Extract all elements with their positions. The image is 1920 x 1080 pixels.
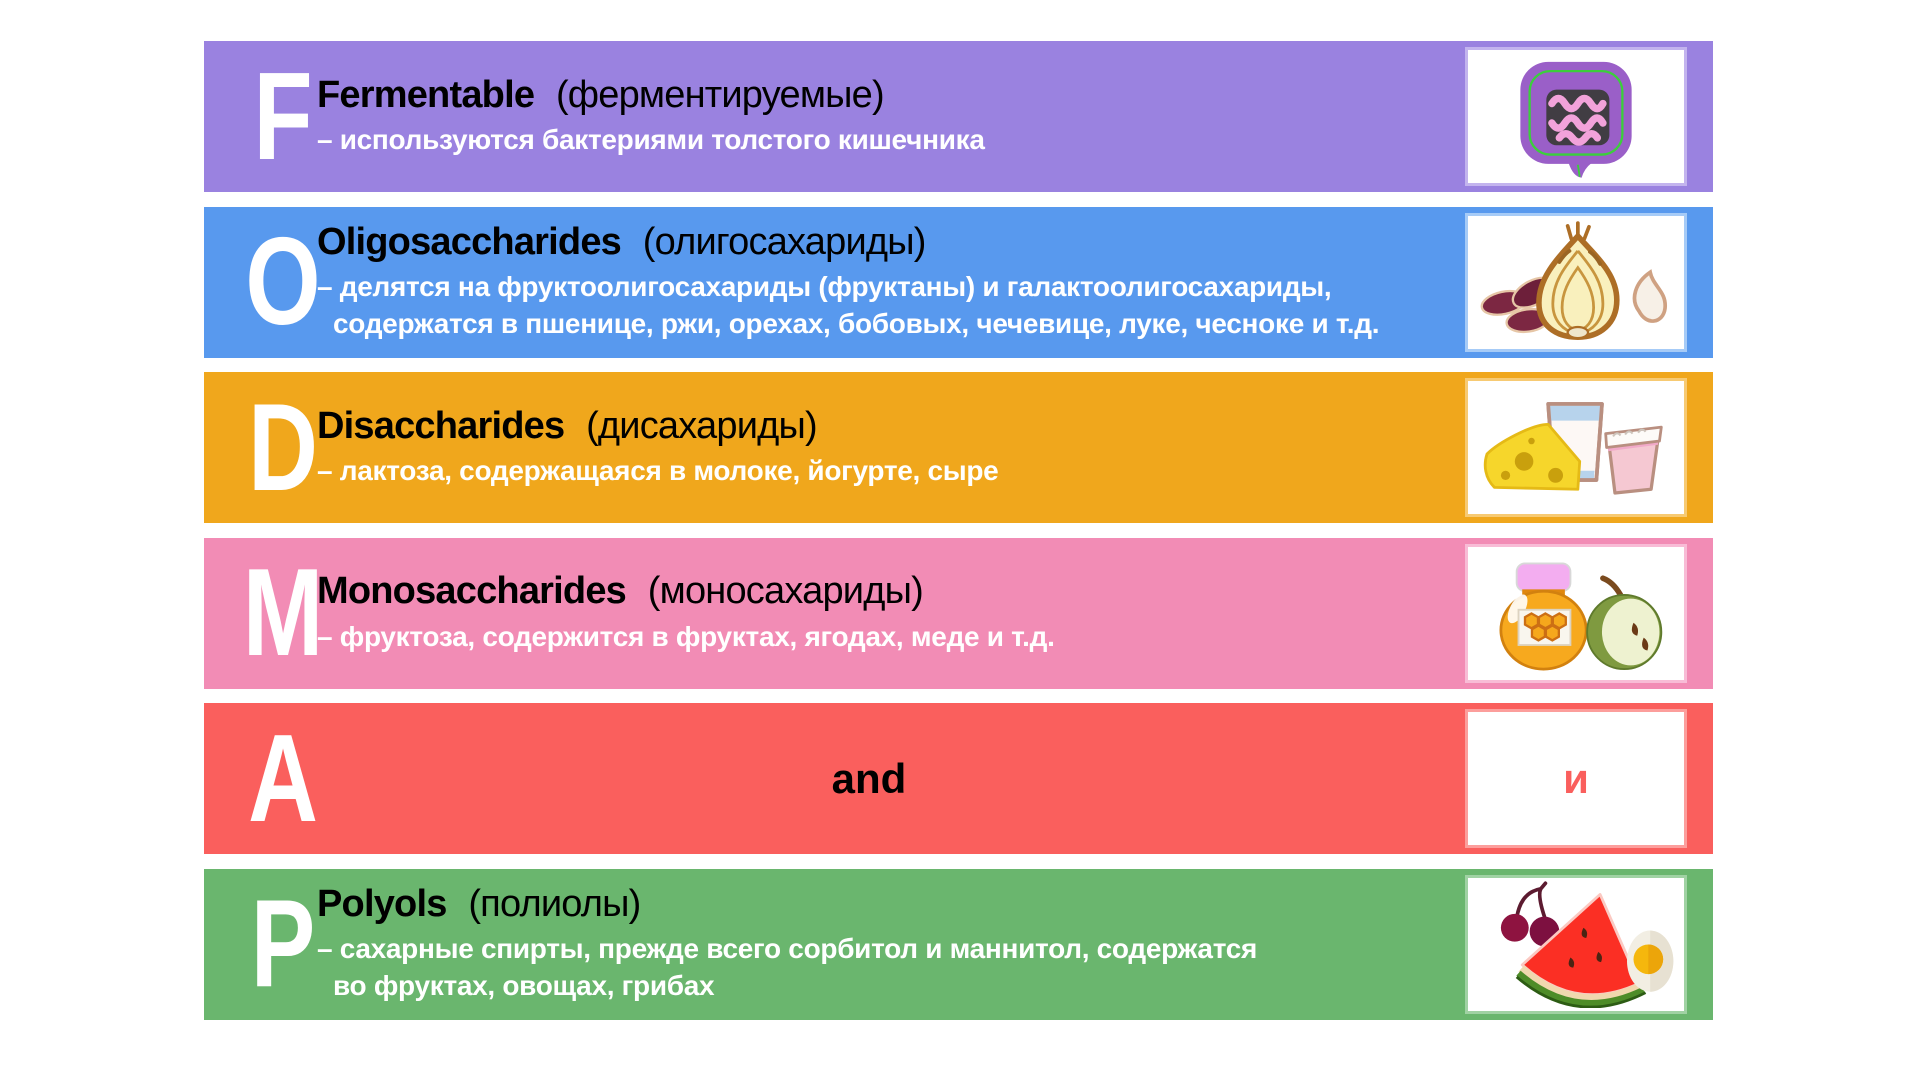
row-oligosaccharides-iconbox xyxy=(1465,213,1687,352)
description-line: – сахарные спирты, прежде всего сорбитол и маннитол, содержатся xyxy=(317,933,1258,965)
description-line: – используются бактериями толстого кишечника xyxy=(317,124,985,156)
description-line: – фруктоза, содержится в фруктах, ягодах, меде и т.д. xyxy=(317,620,1055,652)
term-en: Monosaccharides xyxy=(317,570,626,613)
row-monosaccharides xyxy=(204,538,1713,689)
term-ru: (дисахариды) xyxy=(586,404,817,447)
term-en: Fermentable xyxy=(317,73,535,116)
and-label: and xyxy=(831,754,907,802)
row-oligosaccharides-description xyxy=(317,269,1413,343)
row-disaccharides xyxy=(204,372,1713,523)
cheese-milk-yogurt-icon xyxy=(1474,384,1678,512)
term-en: Disaccharides xyxy=(317,404,565,447)
row-polyols-description xyxy=(317,931,1413,1005)
honey-apple-icon xyxy=(1474,549,1678,677)
row-oligosaccharides xyxy=(204,207,1713,358)
row-polyols-iconbox xyxy=(1465,875,1687,1014)
description-line: – лактоза, содержащаяся в молоке, йогурте, сыре xyxy=(317,455,999,487)
row-oligosaccharides-content xyxy=(317,207,1413,358)
description-line: – делятся на фруктоолигосахариды (фруктаны) и галактоолигосахариды, xyxy=(317,271,1332,303)
intestine-icon xyxy=(1474,53,1678,181)
row-disaccharides-description xyxy=(317,453,1413,490)
row-monosaccharides-description xyxy=(317,619,1413,656)
cherry-watermelon-egg-icon xyxy=(1474,880,1678,1008)
description-line: во фруктах, овощах, грибах xyxy=(333,970,715,1002)
fodmap-infographic xyxy=(204,41,1713,1034)
row-fermentable-iconbox xyxy=(1465,47,1687,186)
row-and-iconbox xyxy=(1465,709,1687,848)
letter-o: O xyxy=(245,213,321,351)
row-polyols-title xyxy=(317,883,1413,927)
row-polyols-content xyxy=(317,869,1413,1020)
row-fermentable xyxy=(204,41,1713,192)
term-en: Oligosaccharides xyxy=(317,220,622,263)
row-monosaccharides-content xyxy=(317,538,1413,689)
row-monosaccharides-title xyxy=(317,570,1413,614)
row-disaccharides-title xyxy=(317,405,1413,449)
row-fermentable-title xyxy=(317,74,1413,118)
letter-a: A xyxy=(248,709,318,848)
row-fermentable-description xyxy=(317,122,1413,159)
letter-f: F xyxy=(253,47,313,186)
letter-m: M xyxy=(242,544,324,682)
description-line: содержатся в пшенице, ржи, орехах, бобовых, чечевице, луке, чесноке и т.д. xyxy=(333,308,1380,340)
onion-garlic-beans-icon xyxy=(1474,218,1678,346)
term-ru: (олигосахариды) xyxy=(642,220,926,263)
row-fermentable-content xyxy=(317,41,1413,192)
row-monosaccharides-iconbox xyxy=(1465,544,1687,683)
row-disaccharides-iconbox xyxy=(1465,378,1687,517)
and-label-ru: и xyxy=(1563,754,1589,802)
letter-p: P xyxy=(250,875,316,1013)
row-disaccharides-content xyxy=(317,372,1413,523)
row-polyols xyxy=(204,869,1713,1020)
term-ru: (полиолы) xyxy=(468,882,641,925)
row-and xyxy=(204,703,1713,854)
letter-d: D xyxy=(248,378,318,517)
term-ru: (моносахариды) xyxy=(647,570,923,613)
term-ru: (ферментируемые) xyxy=(555,73,884,116)
term-en: Polyols xyxy=(317,882,447,925)
row-oligosaccharides-title xyxy=(317,221,1413,265)
